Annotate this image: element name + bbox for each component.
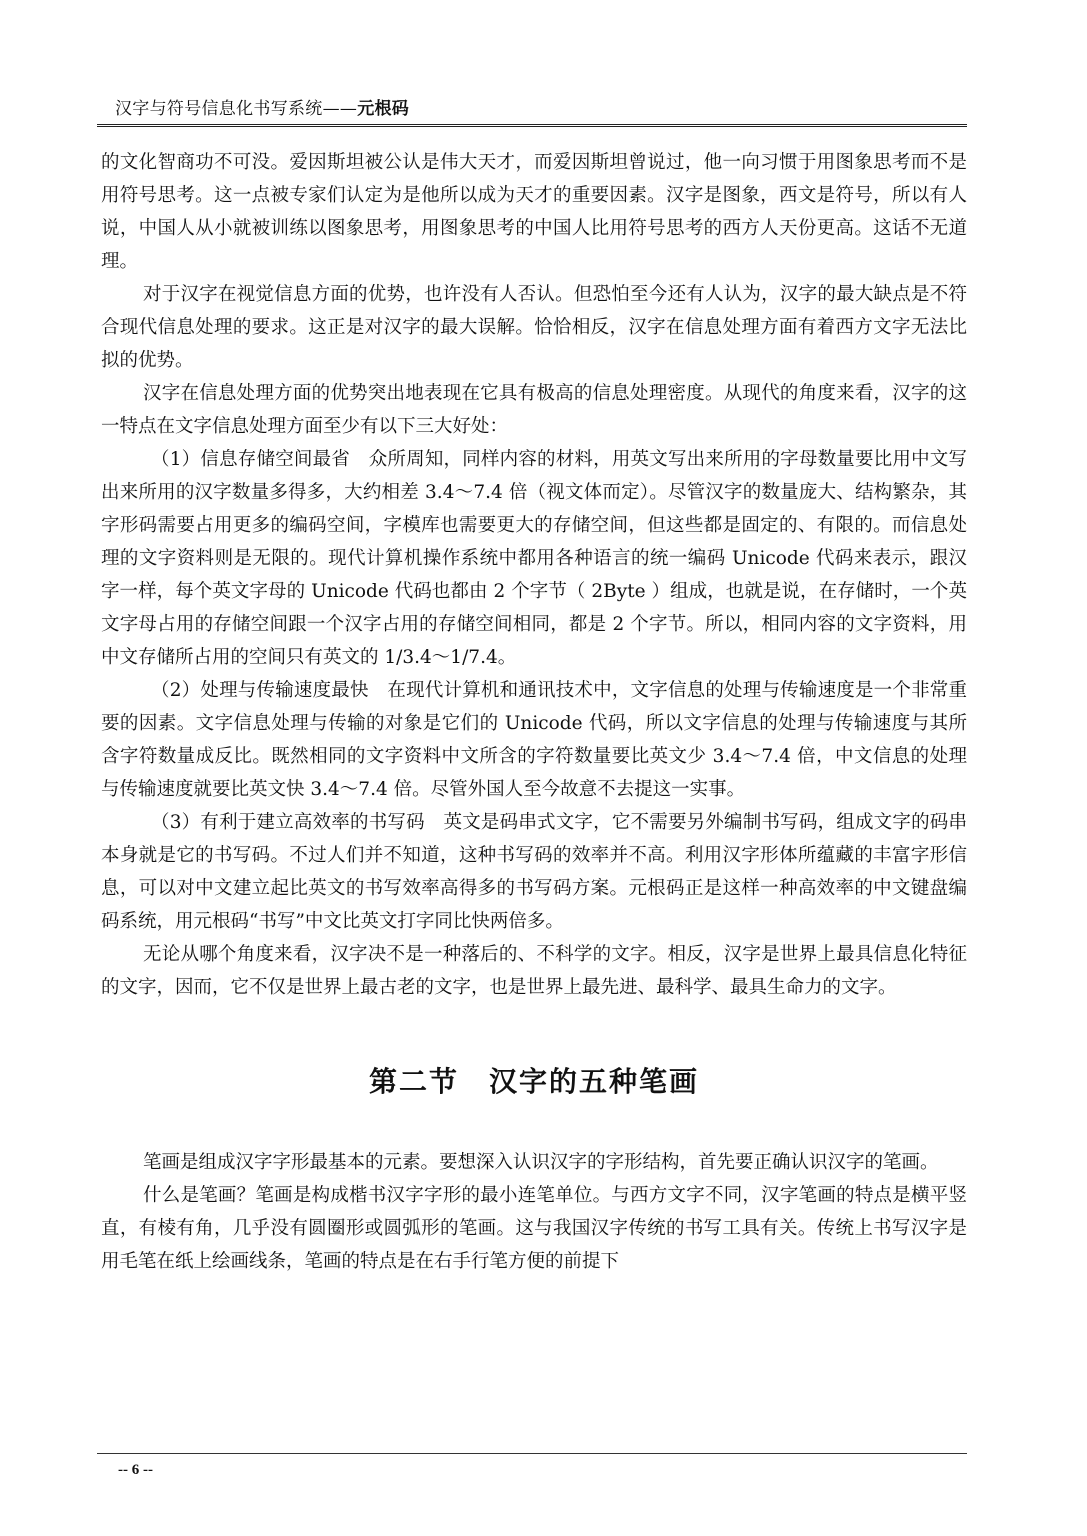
- list-item-writing-code: （3）有利于建立高效率的书写码 英文是码串式文字，它不需要另外编制书写码，组成文字的码串本身就是它的书写码。不过人们并不知道，这种书写码的效率并不高。利用汉字形体所蕴藏的丰富字形信息，可以对中文建立起比英文的书写效率高得多的书写码方案。元根码正是这样一种高效率的中文键盘编码系统，用元根码“书写”中文比英文打字同比快两倍多。: [101, 812, 967, 932]
- paragraph: 汉字在信息处理方面的优势突出地表现在它具有极高的信息处理密度。从现代的角度来看，汉字的这一特点在文字信息处理方面至少有以下三大好处：: [101, 383, 967, 437]
- list-item-storage: （1）信息存储空间最省 众所周知，同样内容的材料，用英文写出来所用的字母数量要比用中文写出来所用的汉字数量多得多，大约相差 3.4～7.4 倍（视文体而定）。尽管汉字的数量庞大、结构繁杂，其字形码需要占用更多的编码空间，字模库也需要更大的存储空间，但这些都是固定的、有限的。而信息处理的文字资料则是无限的。现代计算机操作系统中都用各种语言的统一编码 Unicode 代码来表示，跟汉字一样，每个英文字母的 Unicode 代码也都由 2 个字节（ 2Byte ）组成，也就是说，在存储时，一个英文字母占用的存储空间跟一个汉字占用的存储空间相同，都是 2 个字节。所以，相同内容的文字资料，用中文存储所占用的空间只有英文的 1/3.4～1/7.4。: [101, 449, 967, 668]
- paragraph-continued: 的文化智商功不可没。爱因斯坦被公认是伟大天才，而爱因斯坦曾说过，他一向习惯于用图象思考而不是用符号思考。这一点被专家们认定为是他所以成为天才的重要因素。汉字是图象，西文是符号，所以有人说，中国人从小就被训练以图象思考，用图象思考的中国人比用符号思考的西方人天份更高。这话不无道理。: [101, 152, 967, 272]
- paragraph: 对于汉字在视觉信息方面的优势，也许没有人否认。但恐怕至今还有人认为，汉字的最大缺点是不符合现代信息处理的要求。这正是对汉字的最大误解。恰恰相反，汉字在信息处理方面有着西方文字无法比拟的优势。: [101, 284, 967, 371]
- page-body: [101, 146, 967, 1278]
- header-title-plain: 汉字与符号信息化书写系统——: [115, 99, 358, 119]
- footer-divider: [97, 1453, 967, 1454]
- paragraph: 什么是笔画？笔画是构成楷书汉字字形的最小连笔单位。与西方文字不同，汉字笔画的特点是横平竖直，有棱有角，几乎没有圆圈形或圆弧形的笔画。这与我国汉字传统的书写工具有关。传统上书写汉字是用毛笔在纸上绘画线条，笔画的特点是在右手行笔方便的前提下: [101, 1185, 967, 1272]
- header-title-bold: 元根码: [357, 99, 410, 119]
- list-item-speed: （2）处理与传输速度最快 在现代计算机和通讯技术中，文字信息的处理与传输速度是一个非常重要的因素。文字信息处理与传输的对象是它们的 Unicode 代码，所以文字信息的处理与传输速度与其所含字符数量成反比。既然相同的文字资料中文所含的字符数量要比英文少 3.4～7.4 倍，中文信息的处理与传输速度就要比英文快 3.4～7.4 倍。尽管外国人至今故意不去提这一实事。: [101, 680, 967, 800]
- header-title: [115, 94, 409, 119]
- paragraph-conclusion: 无论从哪个角度来看，汉字决不是一种落后的、不科学的文字。相反，汉字是世界上最具信息化特征的文字，因而，它不仅是世界上最古老的文字，也是世界上最先进、最科学、最具生命力的文字。: [101, 944, 967, 998]
- section-title: 第二节 汉字的五种笔画: [368, 1065, 699, 1098]
- paragraph: 笔画是组成汉字字形最基本的元素。要想深入认识汉字的字形结构，首先要正确认识汉字的笔画。: [143, 1152, 939, 1173]
- running-header: [97, 94, 967, 127]
- page-number: -- 6 --: [118, 1462, 153, 1478]
